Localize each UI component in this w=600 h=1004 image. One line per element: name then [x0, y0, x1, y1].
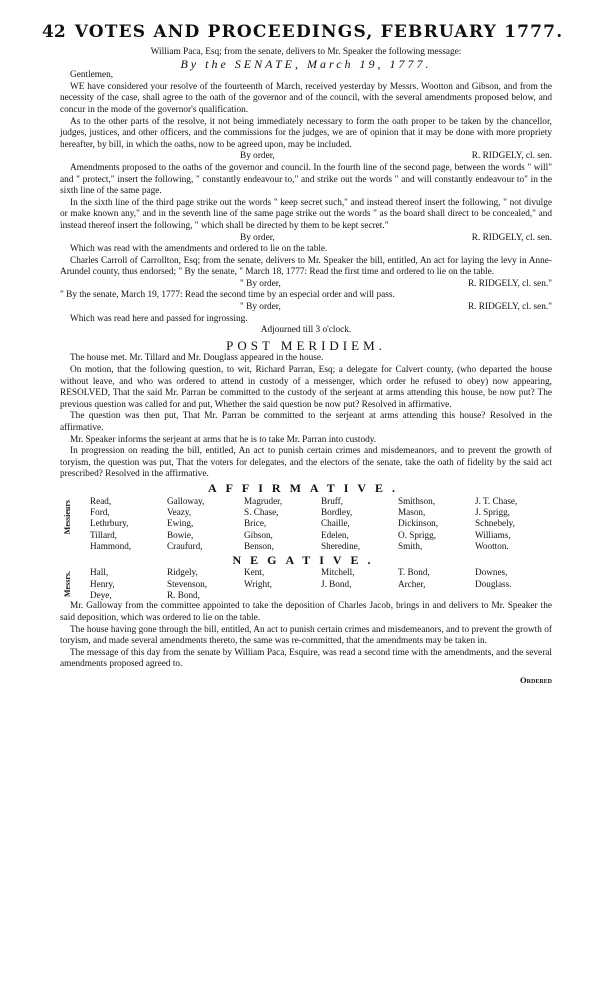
vote-column: [321, 496, 398, 553]
messrs-label: Messrs.: [63, 571, 72, 598]
vote-column: [475, 496, 552, 553]
senate-heading: By the SENATE, March 19, 1777.: [180, 56, 432, 71]
vote-column: [90, 567, 167, 601]
voter-name: J. Bond,: [321, 578, 352, 589]
paragraph: The message of this day from the senate by William Paca, Esquire, was read a second time with the amendments, and the several amendments proposed agreed to.: [60, 647, 552, 670]
voter-name: Tillard,: [90, 529, 117, 540]
paragraph: In the sixth line of the third page strike out the words " keep secret such," and instead thereof insert the following, " not divulge or make known any," and in the seventh line of the same page strike out the words " as the board shall direct to be concealed," and instead thereof insert the following, " which shall be directed by them to be kept secret.": [60, 197, 552, 231]
voter-name: Ford,: [90, 506, 110, 517]
signature-line: By order, R. RIDGELY, cl. sen.: [240, 151, 552, 162]
voter-name: Bowie,: [167, 529, 194, 540]
vote-column: [167, 496, 244, 553]
voter-name: Galloway,: [167, 495, 205, 506]
paragraph: The house having gone through the bill, entitled, An act to punish certain crimes and misdemeanors, and to prevent the growth of toryism, and made several amendments thereto, the same was re-committed, that the amendments may be taken in.: [60, 624, 552, 647]
paragraph: Charles Carroll of Carrollton, Esq; from the senate, delivers to Mr. Speaker the bill, entitled, An act for laying the levy in Anne-Arundel county, thus endorsed; " By the senate, " March 18, 1777: Read the first time and ordered to lie on the table.: [60, 255, 552, 278]
paragraph: Mr. Speaker informs the serjeant at arms that he is to take Mr. Parran into custody.: [70, 434, 377, 445]
voter-name: Kent,: [244, 567, 265, 578]
negative-heading: NEGATIVE.: [232, 552, 380, 567]
voter-name: Archer,: [398, 578, 426, 589]
voter-name: S. Chase,: [244, 506, 279, 517]
voter-name: Read,: [90, 495, 112, 506]
voter-name: Bruff,: [321, 495, 344, 506]
voter-name: Edelen,: [321, 529, 349, 540]
voter-name: Mason,: [398, 506, 426, 517]
vote-column: [90, 496, 167, 553]
voter-name: J. T. Chase,: [475, 495, 518, 506]
voter-name: Wright,: [244, 578, 272, 589]
paragraph: " By the senate, March 19, 1777: Read the second time by an especial order and will pass.: [60, 290, 395, 301]
affirmative-heading: AFFIRMATIVE.: [207, 480, 405, 495]
voter-name: Henry,: [90, 578, 115, 589]
voter-name: R. Bond,: [167, 590, 200, 600]
voter-name: Hall,: [90, 567, 109, 578]
voter-name: Gibson,: [244, 529, 273, 540]
vote-column: [167, 567, 244, 601]
page-body: [60, 47, 552, 687]
voter-name: Wootton.: [475, 541, 509, 552]
paragraph: Which was read here and passed for ingrossing.: [70, 313, 248, 324]
page-header: [42, 22, 582, 44]
voter-name: Smith,: [398, 541, 423, 552]
voter-name: Chaille,: [321, 518, 350, 529]
paragraph: In progression on reading the bill, entitled, An act to punish certain crimes and misdemeanors, and to prevent the growth of toryism, the question was put, That the voters for delegates, and the electors of the senate, take the oath of fidelity by the said act prescribed? Resolved in the affirmative.: [60, 446, 552, 480]
vote-column: [398, 567, 475, 601]
voter-name: Bordley,: [321, 506, 353, 517]
paragraph: Mr. Galloway from the committee appointed to take the deposition of Charles Jacob, brings in and delivers to Mr. Speaker the said deposition, which was ordered to lie on the table.: [60, 601, 552, 623]
voter-name: Veazy,: [167, 506, 192, 517]
voter-name: Mitchell,: [321, 567, 355, 578]
affirmative-vote-list: [60, 496, 552, 553]
voter-name: T. Bond,: [398, 567, 430, 578]
vote-column: [475, 567, 552, 601]
vote-column: [244, 567, 321, 601]
paragraph: The question was then put, That Mr. Parran be committed to the serjeant at arms attending this house? Resolved in the affirmative.: [60, 411, 552, 433]
voter-name: O. Sprigg,: [398, 529, 437, 540]
paragraph: Which was read with the amendments and ordered to lie on the table.: [70, 244, 328, 255]
voter-name: Brice,: [244, 518, 267, 529]
voter-name: Magruder,: [244, 495, 283, 506]
signature-line: " By order, R. RIDGELY, cl. sen.": [240, 278, 552, 289]
voter-name: Hammond,: [90, 541, 132, 552]
voter-name: Ewing,: [167, 518, 194, 529]
catchword: Ordered: [520, 674, 552, 685]
paragraph: The house met. Mr. Tillard and Mr. Douglass appeared in the house.: [70, 353, 324, 364]
post-meridiem-heading: POST MERIDIEM.: [226, 337, 386, 353]
voter-name: Benson,: [244, 541, 274, 552]
voter-name: Deye,: [90, 590, 112, 600]
negative-vote-list: [60, 567, 552, 601]
voter-name: Williams,: [475, 529, 511, 540]
vote-column: [244, 496, 321, 553]
salutation: Gentlemen,: [70, 70, 114, 81]
paragraph: On motion, that the following question, to wit, Richard Parran, Esq; a delegate for Calvert county, (who departed the house without leave, and who was ordered to attend in custody of a messenger, which order he refused to obey) now appearing, RESOLVED, That the said Mr. Parran be committed to the custody of the serjeant at arms attending this house, be now put? The previous question was called for and put, Whether the said question be now put? Resolved in affirmative.: [60, 365, 552, 410]
messieurs-label: Messieurs: [63, 499, 72, 534]
voter-name: Douglass.: [475, 578, 512, 589]
voter-name: Craufurd,: [167, 541, 203, 552]
voter-name: Schnebely,: [475, 518, 515, 529]
vote-column: [398, 496, 475, 553]
voter-name: Smithson,: [398, 495, 436, 506]
signature-line: By order, R. RIDGELY, cl. sen.: [240, 232, 552, 243]
running-title: VOTES AND PROCEEDINGS, FEBRUARY 1777.: [74, 22, 564, 42]
adjournment: Adjourned till 3 o'clock.: [260, 325, 352, 336]
voter-name: Lethrbury,: [90, 518, 129, 529]
page-number: 42: [42, 22, 66, 42]
voter-name: Downes,: [475, 567, 508, 578]
signature-line: " By order, R. RIDGELY, cl. sen.": [240, 302, 552, 313]
paragraph: Amendments proposed to the oaths of the governor and council. In the fourth line of the second page, between the words " will" and " protect," insert the following, " constantly endeavour to," and strike out the words " and will constantly endeavour to" in the sixth line of the same page.: [60, 162, 552, 197]
paragraph: WE have considered your resolve of the fourteenth of March, received yesterday by Messrs. Wootton and Gibson, and from the necessity of the case, shall agree to the oath of the governor and of the council, with the several amendments proposed below, and concur in the mode of the governor's qualification.: [60, 81, 552, 115]
vote-column: [321, 567, 398, 601]
voter-name: Dickinson,: [398, 518, 439, 529]
paragraph: As to the other parts of the resolve, it not being immediately necessary to form the oath proper to be taken by the chancellor, judges, justices, and other officers, and the commissions for the judges, we are of opinion that it may be done with more propriety hereafter, by bill, in which the oaths, now to be agreed upon, may be included.: [60, 116, 552, 150]
voter-name: Ridgely,: [167, 567, 198, 578]
voter-name: Stevenson,: [167, 578, 208, 589]
paragraph: William Paca, Esq; from the senate, delivers to Mr. Speaker the following message:: [150, 47, 462, 57]
voter-name: J. Sprigg,: [475, 506, 510, 517]
voter-name: Sheredine,: [321, 541, 361, 552]
